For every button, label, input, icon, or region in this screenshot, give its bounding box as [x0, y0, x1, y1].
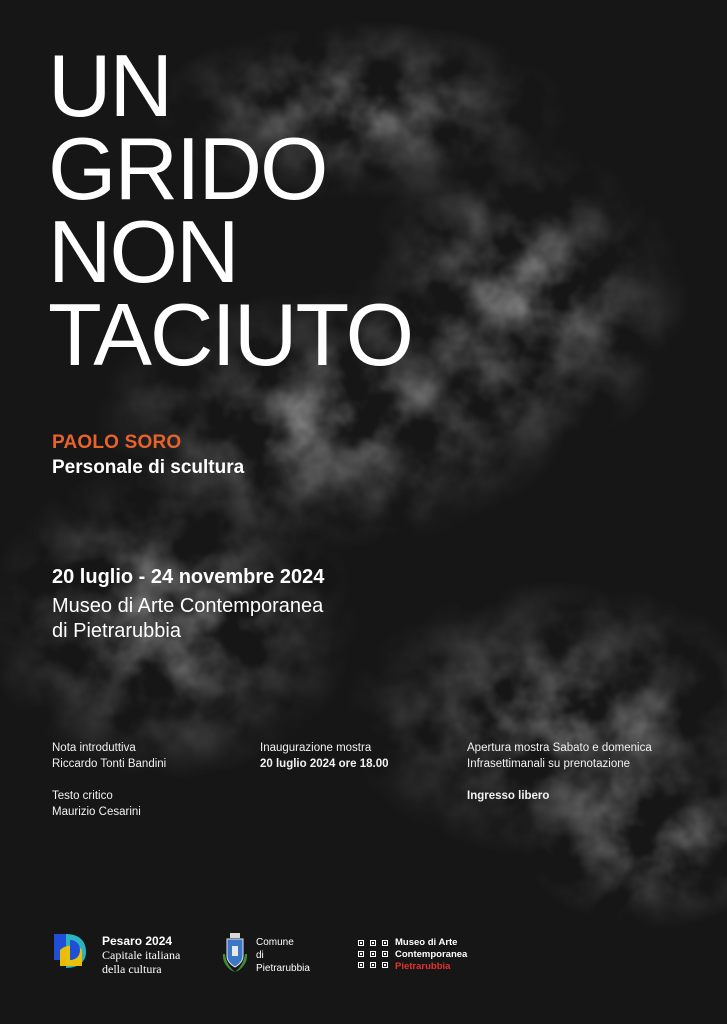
info-column-opening [467, 740, 652, 804]
exhibition-venue [52, 594, 323, 644]
testo-label: Testo critico [52, 790, 113, 802]
poster-title [48, 36, 413, 384]
museo-line3: Pietrarubbia [395, 961, 451, 972]
pesaro-line2: Capitale italiana [102, 948, 181, 962]
testo-author: Maurizio Cesarini [52, 806, 141, 818]
pesaro-line3: della cultura [102, 962, 162, 976]
opening-days: Apertura mostra Sabato e domenica [467, 742, 652, 754]
exhibition-subtitle: Personale di scultura [52, 457, 245, 478]
comune-line1: Comune [256, 937, 294, 948]
venue-line: di Pietrarubbia [52, 620, 181, 642]
inauguration-date: 20 luglio 2024 ore 18.00 [260, 758, 389, 770]
venue-line: Museo di Arte Contemporanea [52, 595, 324, 617]
museo-line2: Contemporanea [395, 949, 468, 960]
nota-author: Riccardo Tonti Bandini [52, 758, 167, 770]
info-column-credits [52, 740, 166, 820]
artist-name: PAOLO SORO [52, 432, 182, 453]
comune-pietrarubbia-logo [220, 932, 310, 975]
museo-logo [358, 932, 467, 973]
comune-line2: di [256, 950, 264, 961]
pesaro-2024-logo [52, 930, 180, 976]
title-line: GRIDO [48, 119, 327, 218]
title-line: NON [48, 202, 238, 301]
museo-line1: Museo di Arte [395, 937, 458, 948]
weekday-booking: Infrasettimanali su prenotazione [467, 758, 631, 770]
comune-line3: Pietrarubbia [256, 963, 310, 974]
free-entry: Ingresso libero [467, 790, 550, 802]
exhibition-dates: 20 luglio - 24 novembre 2024 [52, 566, 325, 588]
inauguration-label: Inaugurazione mostra [260, 742, 372, 754]
coat-of-arms-icon [220, 932, 250, 974]
pesaro-mark-icon [52, 930, 92, 972]
title-line: TACIUTO [48, 285, 413, 384]
museo-grid-icon [358, 940, 389, 968]
nota-label: Nota introduttiva [52, 742, 136, 754]
info-column-inauguration [260, 740, 389, 772]
pesaro-name: Pesaro 2024 [102, 934, 173, 948]
title-line: UN [48, 36, 172, 135]
